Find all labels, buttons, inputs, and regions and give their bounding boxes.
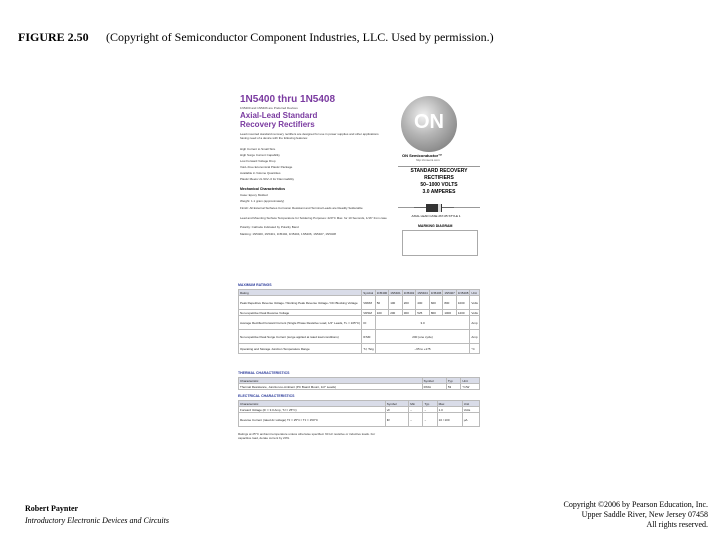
table-row [239,384,480,390]
copyright-line: All rights reserved. [646,520,708,529]
table-row [239,316,480,330]
table-cell: IO [362,316,375,330]
rating-line: 50−1000 VOLTS [420,182,458,188]
table-cell: 600 [429,296,443,310]
table-header-cell: 1N5407 [444,290,455,295]
table-cell: Volts [471,310,478,315]
datasheet-preferred-note: 1N5400 and 1N5406 are Preferred Devices [240,106,298,110]
feature-item: High Current to Small Size [240,147,276,151]
table-cell: 3.0 [375,316,470,330]
table-cell: Amp [470,330,480,344]
table-header-cell: Symbol [385,401,409,407]
datasheet-notes: Ratings at 25°C ambient temperature unless otherwise specified. 60 Hz resistive or inductive loads. For capacitive load, derate current by 20%. [238,432,376,440]
table-cell: Peak Repetitive Reverse Voltage / Working Peak Reverse Voltage / DC Blocking Voltage [239,296,362,310]
electrical-table [238,400,480,427]
table-row [239,330,480,344]
rating-line: STANDARD RECOVERY [410,168,468,174]
table-cell: Non-repetitive Peak Reverse Voltage [239,310,362,316]
mech-item: Lead and Mounting Surface Temperature for Soldering Purposes: 220°C Max. for 10 Seconds, 1/16" from case [240,216,387,220]
logo-text: ON [414,111,444,133]
table-cell: 200 (one cycle) [375,330,470,344]
table-cell: 1000 [443,310,457,316]
table-cell: 800 [429,310,443,316]
table-cell: IFSM [362,330,375,344]
feature-item: Void−Free Economical Plastic Package [240,165,293,169]
on-semiconductor-logo [401,96,457,152]
book-title: Introductory Electronic Devices and Circuits [25,516,169,525]
table-row [239,344,480,354]
rating-line: 3.0 AMPERES [422,189,456,195]
datasheet-image [236,92,482,452]
table-cell: Volts [462,407,479,413]
table-cell: 400 [416,296,430,310]
table-cell: 200 [402,296,416,310]
mech-item: Finish: All External Surfaces Corrosion Resistant and Terminal Leads are Readily Solderable [240,206,363,210]
table-header-cell: Rating [239,290,362,296]
table-header-cell: Unit [462,401,479,407]
table-header-cell: Typ [423,401,437,407]
table-cell: RθJA [422,384,446,390]
table-cell: 1.0 [437,407,462,413]
table-cell: μA [462,413,479,427]
table-cell: 1000 [456,296,470,310]
author-name: Robert Paynter [25,504,79,513]
table-header-cell: 1N5408 [457,290,469,295]
table-cell: 300 [402,310,416,316]
rating-line: RECTIFIERS [424,175,454,181]
max-ratings-title: MAXIMUM RATINGS [238,283,272,287]
datasheet-part-range: 1N5400 thru 1N5408 [240,94,336,105]
feature-item: Plastic Meets UL 94V−0 for Flammability [240,177,294,181]
mech-item: Weight: 1.1 gram (approximately) [240,199,285,203]
table-header-cell: 1N5402 [403,290,415,295]
copyright-line: Copyright ©2006 by Pearson Education, Inc. [563,500,708,509]
mech-item: Case: Epoxy Molded [240,193,268,197]
feature-item: Low Forward Voltage Drop [240,159,276,163]
thermal-table [238,377,480,390]
table-cell: Volts [470,296,480,310]
table-header-cell: Typ [446,378,461,384]
company-url: http://onsemi.com [416,158,440,162]
table-header-cell: 1N5406 [430,290,442,295]
marking-title: MARKING DIAGRAM [418,224,453,228]
table-cell: IR [385,413,409,427]
electrical-title: ELECTRICAL CHARACTERISTICS [238,394,295,398]
table-cell: 100 [375,310,389,316]
table-cell: °C [470,344,480,354]
package-label: AXIAL LEAD CASE 267-05 STYLE 1 [411,214,461,218]
table-header-cell: Characteristic [239,401,386,407]
table-cell: vF [385,407,409,413]
table-header-cell: Max [437,401,462,407]
table-cell: 200 [389,310,403,316]
table-header-cell: Unit [461,378,480,384]
table-header-cell: 1N5400 [376,290,388,295]
datasheet-title-line1: Axial-Lead Standard [240,111,318,120]
table-cell: − [423,413,437,427]
table-cell: VRRM [362,296,375,310]
mech-item: Polarity: Cathode Indicated by Polarity Band [240,225,299,229]
table-cell: 800 [443,296,457,310]
company-name: ON Semiconductor™ [402,153,443,158]
table-header-cell: Symbol [422,378,446,384]
diode-package-icon [414,204,454,212]
table-header-cell: 1N5404 [417,290,428,295]
table-cell: VRSM [362,310,375,316]
figure-copyright-note: (Copyright of Semiconductor Component Industries, LLC. Used by permission.) [106,30,494,44]
table-cell: 10 / 100 [437,413,462,427]
table-cell: TJ, Tstg [362,344,375,354]
table-row [239,296,480,310]
rating-box [398,166,480,208]
datasheet-intro: Lead mounted standard recovery rectifiers are designed for use in power supplies and other applications having need of a device with the following features: [240,132,379,140]
table-header-cell: Min [409,401,423,407]
feature-item: Available in Volume Quantities [240,171,281,175]
table-header-cell: Characteristic [239,378,423,384]
max-ratings-table [238,289,480,354]
table-cell: −65 to +175 [375,344,470,354]
thermal-title: THERMAL CHARACTERISTICS [238,371,290,375]
table-cell: Reverse Current (rated dc voltage) TJ = 25°C / TJ = 150°C [239,413,386,427]
marking-diagram [402,230,478,256]
table-cell: Amp [470,316,480,330]
datasheet-title-line2: Recovery Rectifiers [240,120,315,129]
table-cell: Forward Voltage (iF = 3.0 Amp, TJ = 25°C) [239,407,386,413]
table-cell: 100 [389,296,403,310]
table-cell: 525 [416,310,430,316]
table-cell: 1200 [456,310,470,316]
table-header-cell: 1N5401 [390,290,401,295]
mech-item: Marking: 1N5400, 1N5401, 1N5402, 1N5404, 1N5406, 1N5407, 1N5408 [240,232,336,236]
table-cell: − [409,413,423,427]
table-row [239,413,480,427]
table-header-cell: Symbol [363,290,374,295]
table-cell: Thermal Resistance, Junction-to-Ambient (PC Board Mount, 1/2" Leads) [239,384,423,390]
feature-item: High Surge Current Capability [240,153,280,157]
table-cell: − [423,407,437,413]
figure-label: FIGURE 2.50 [18,30,89,44]
table-header-cell: Unit [470,290,480,296]
copyright-line: Upper Saddle River, New Jersey 07458 [581,510,708,519]
table-cell: 50 [375,296,389,310]
table-cell: Operating and Storage Junction Temperature Range [239,344,362,354]
table-cell: Average Rectified Forward Current (Single Phase Resistive Load, 1/2" Leads, TL = 105°C) [239,316,362,330]
table-cell: − [409,407,423,413]
table-cell: 53 [446,384,461,390]
mechanical-title: Mechanical Characteristics [240,187,286,191]
table-cell: Non-repetitive Peak Surge Current (surge applied at rated load conditions) [239,330,362,344]
table-cell: °C/W [461,384,480,390]
